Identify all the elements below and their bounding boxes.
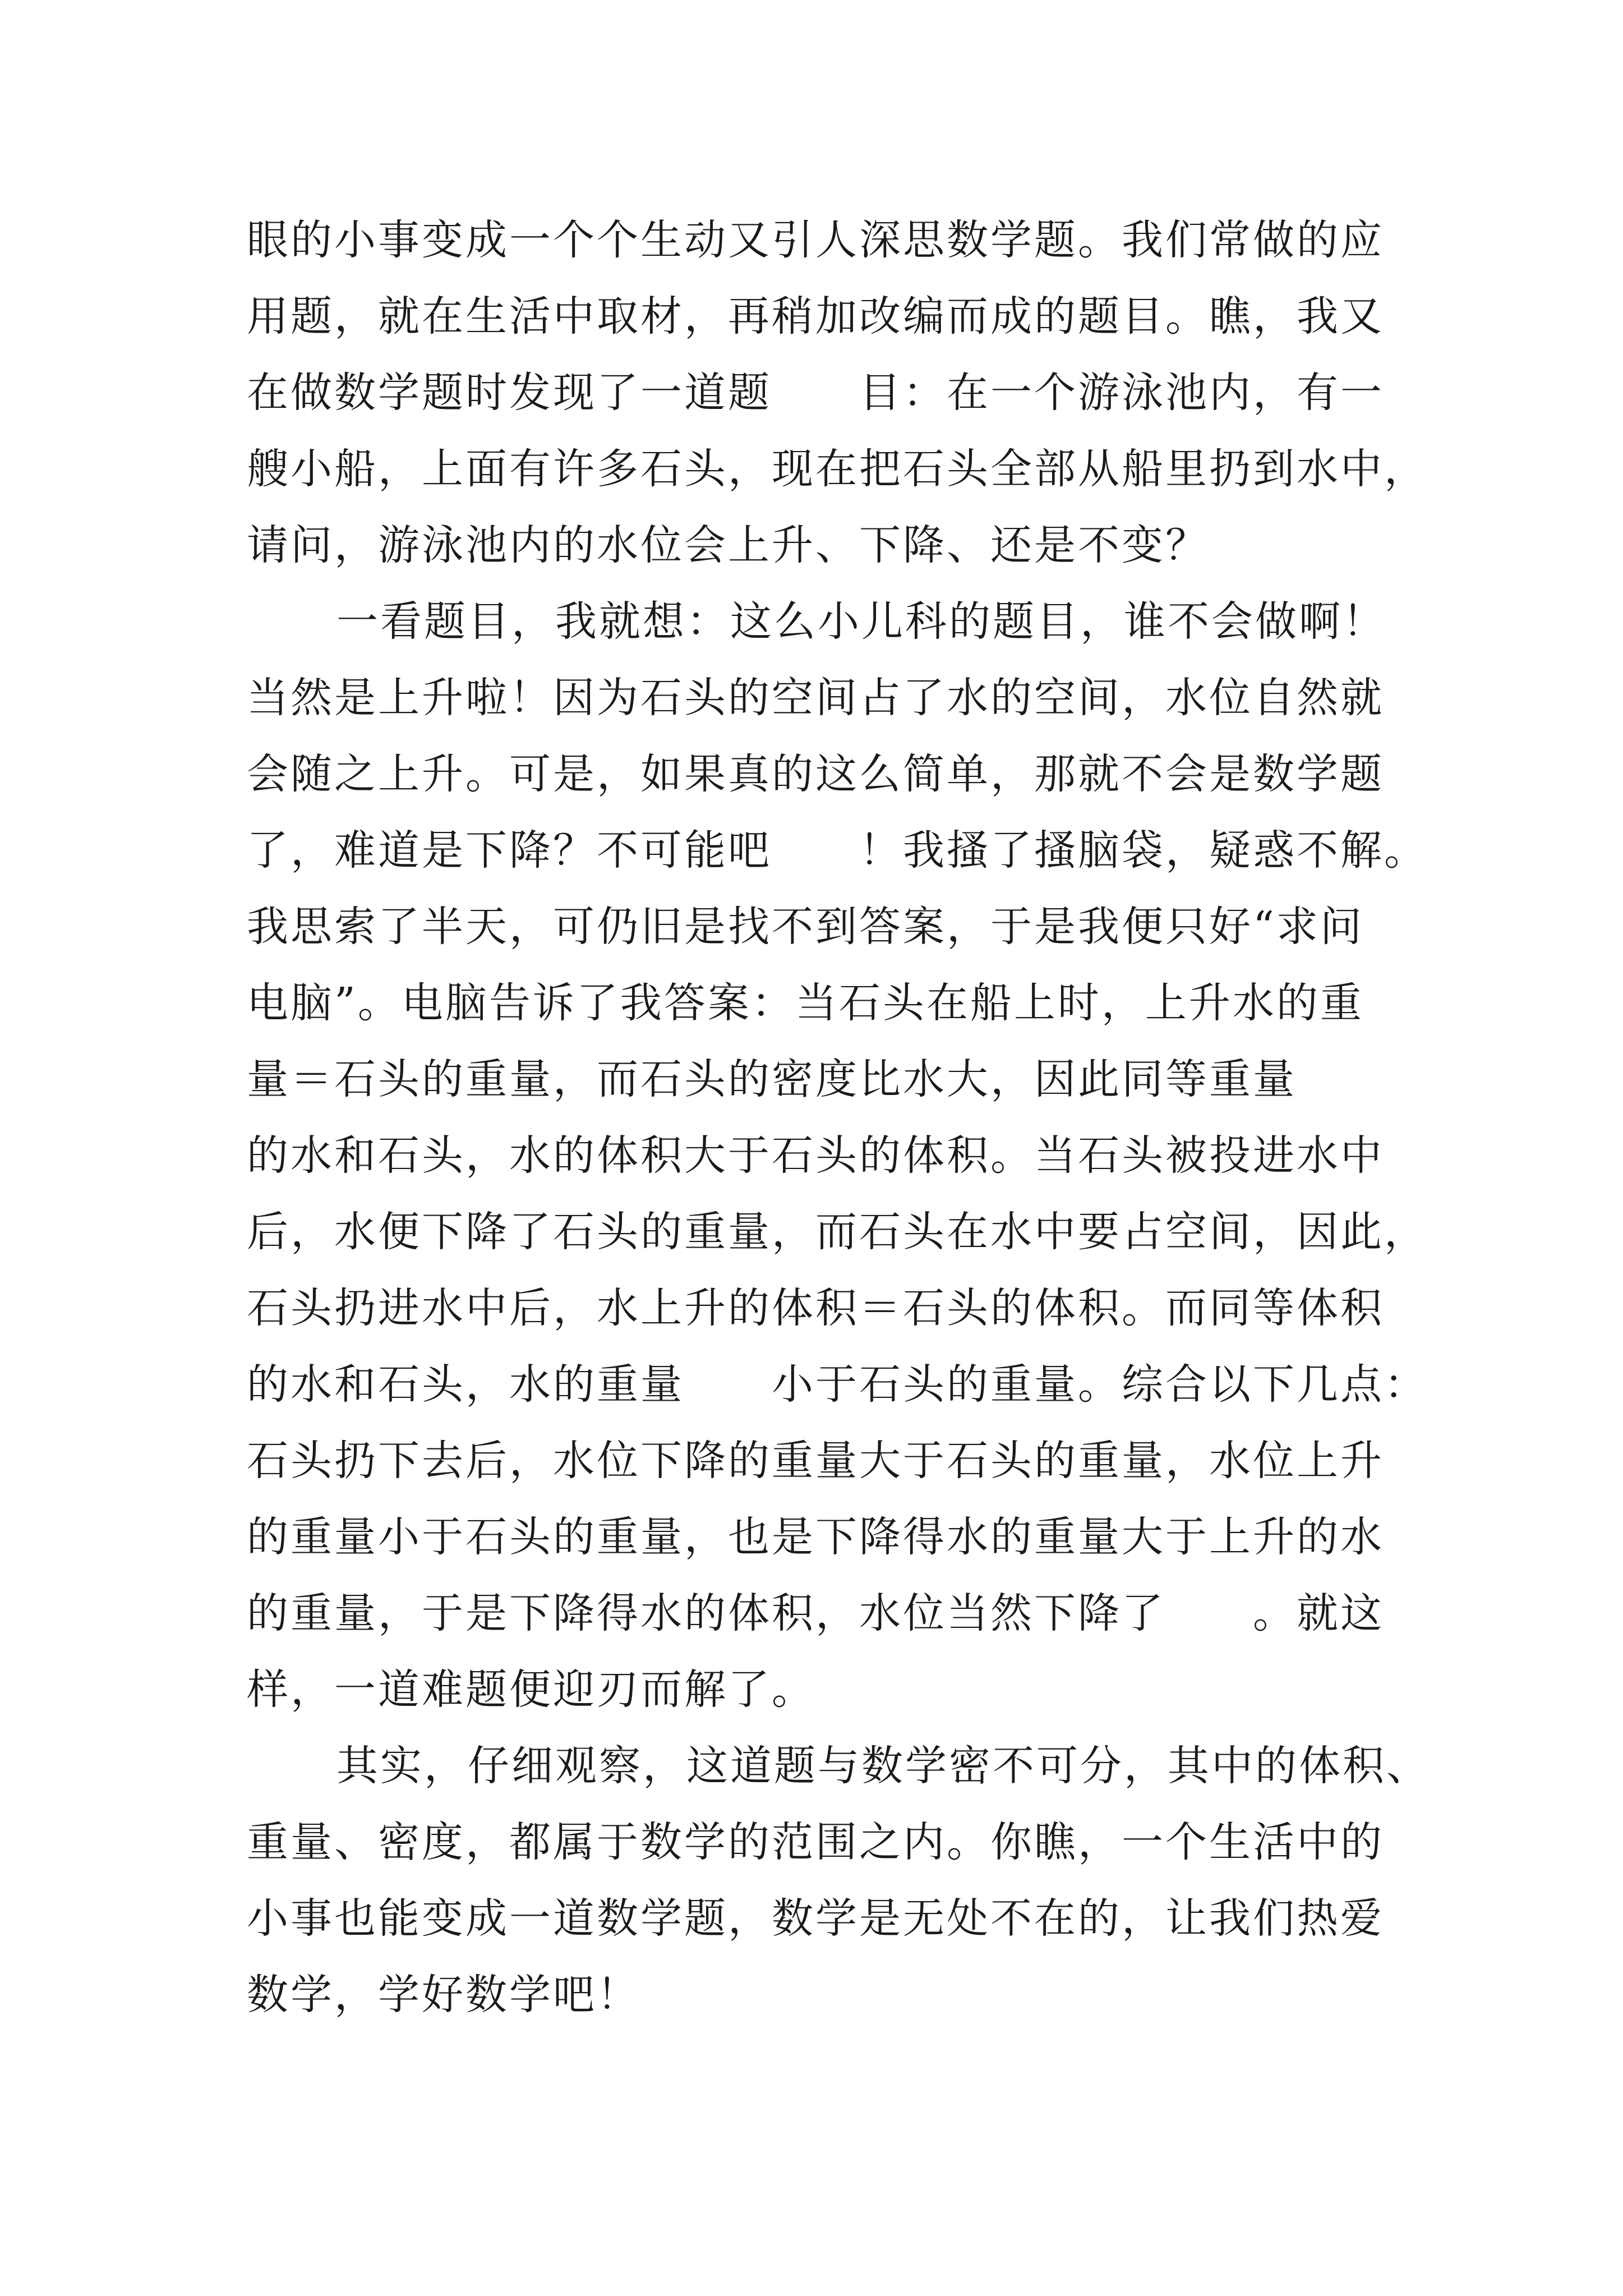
paragraph-start-line: 一看题目，我就想：这么小儿科的题目，谁不会做啊！ bbox=[336, 597, 1386, 646]
text-line: 后，水便下降了石头的重量，而石头在水中要占空间，因此， bbox=[247, 1208, 1428, 1256]
text-line: 石头扔下去后，水位下降的重量大于石头的重量，水位上升 bbox=[247, 1437, 1384, 1485]
text-line: 用题，就在生活中取材，再稍加改编而成的题目。瞧，我又 bbox=[247, 292, 1384, 341]
text-line: 数学，学好数学吧！ bbox=[247, 1971, 640, 2019]
body-text bbox=[247, 202, 1430, 2033]
text-line: 在做数学题时发现了一道题 目：在一个游泳池内，有一 bbox=[247, 369, 1384, 417]
text-line: 眼的小事变成一个个生动又引人深思数学题。我们常做的应 bbox=[247, 216, 1384, 264]
text-line: 电脑”。电脑告诉了我答案：当石头在船上时，上升水的重 bbox=[247, 979, 1364, 1027]
text-line: 的重量小于石头的重量，也是下降得水的重量大于上升的水 bbox=[247, 1513, 1384, 1561]
paragraph-start-line: 其实，仔细观察，这道题与数学密不可分，其中的体积、 bbox=[336, 1742, 1430, 1790]
text-line: 请问，游泳池内的水位会上升、下降、还是不变？ bbox=[247, 521, 1209, 569]
text-line: 我思索了半天，可仍旧是找不到答案，于是我便只好“求问 bbox=[247, 903, 1364, 951]
text-line: 量＝石头的重量，而石头的密度比水大，因此同等重量 bbox=[247, 1055, 1297, 1103]
text-line: 小事也能变成一道数学题，数学是无处不在的，让我们热爱 bbox=[247, 1894, 1384, 1943]
text-line: 石头扔进水中后，水上升的体积＝石头的体积。而同等体积 bbox=[247, 1284, 1384, 1332]
text-line: 会随之上升。可是，如果真的这么简单，那就不会是数学题 bbox=[247, 750, 1384, 798]
text-line: 重量、密度，都属于数学的范围之内。你瞧，一个生活中的 bbox=[247, 1818, 1384, 1866]
text-line: 当然是上升啦！因为石头的空间占了水的空间，水位自然就 bbox=[247, 674, 1384, 722]
text-line: 了，难道是下降？不可能吧 ！我搔了搔脑袋，疑惑不解。 bbox=[247, 826, 1428, 875]
text-line: 艘小船，上面有许多石头，现在把石头全部从船里扔到水中， bbox=[247, 445, 1428, 493]
text-line: 的水和石头，水的体积大于石头的体积。当石头被投进水中 bbox=[247, 1131, 1384, 1180]
text-line: 样，一道难题便迎刃而解了。 bbox=[247, 1665, 815, 1714]
text-line: 的重量，于是下降得水的体积，水位当然下降了 。就这 bbox=[247, 1589, 1384, 1637]
text-line: 的水和石头，水的重量 小于石头的重量。综合以下几点： bbox=[247, 1360, 1428, 1409]
